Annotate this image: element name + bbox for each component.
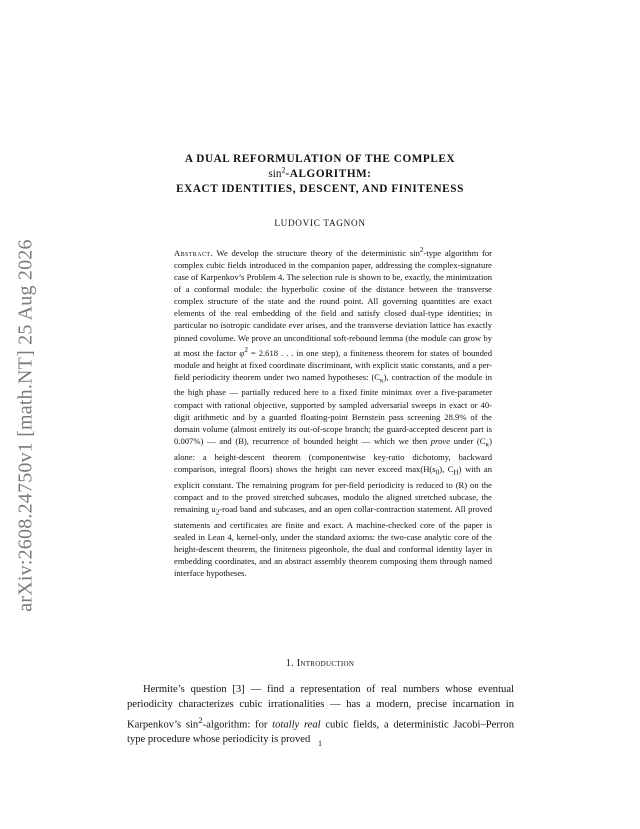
abstract-sup-1: 2 [419,246,424,254]
abstract-text-6: ) alone: a height-descent theorem (componentwise key-ratio dichotomy, backward comparison, integral floors) shows the height can never exceed max(H(s [174,435,492,474]
abstract-sub-2: κ [485,440,490,449]
intro-text-1: Hermite’s question [3] — find a representation of real numbers whose eventual periodicity characterizes cubic irrationalities — has a modern, precise incarnation in Karpenkov’s sin [127,684,514,731]
abstract-sub-3: 0 [435,468,440,477]
author-name: LUDOVIC TAGNON [274,218,366,228]
intro-italic-totally-real: totally real [272,719,321,731]
abstract-sub-5: 2 [215,508,220,517]
intro-text-2: -algorithm: for [202,719,273,731]
abstract-text-7: ), C [439,463,454,474]
abstract-text-1: We develop the structure theory of the deterministic sin [216,247,420,258]
abstract-sup-2: 2 [244,345,248,354]
abstract-sub-4: H [453,468,459,477]
abstract [174,244,492,579]
abstract-label: Abstract. [174,247,213,258]
arxiv-identifier-text: arXiv:2608.24750v1 [math.NT] 25 Aug 2026 [14,238,37,612]
abstract-sub-1: κ [380,376,384,385]
abstract-text-9: -road band and subcases, and an open collar-contraction statement. All proved statements and certificates are finite and exact. A machine-checked core of the paper is sealed in Lean 4, kernel-only, under the standard axioms: the two-case analytic core of the height-descent theorem, the finiteness pigeonhole, the dual and conformal identity layer in embedding coordinates, and an abstract assembly theorem composing them through named interface hypotheses. [174,503,493,578]
title-line-1: A DUAL REFORMULATION OF THE COMPLEX [184,153,456,165]
title-algorithm-text: -ALGORITHM: [285,168,372,180]
abstract-italic-prove: prove [430,435,451,446]
intro-sup: 2 [198,714,203,725]
abstract-text-8: ) with an explicit constant. The remaining program for per-field periodicity is reduced to (R) on the compact and to the proved stretched subcases, modulo the aligned stretched subcase, the remaining u [174,463,492,514]
abstract-text-4: ), contraction of the module in the high phase — partially reduced here to a fixed finite minimax over a five-parameter compact with rational objective, supported by sampled adversarial sweeps in exact or 40-digit arithmetic and by a guarded floating-point Bernstein pass screening 28.9% of the domain volume (almost entirely its out-of-scope branch; the guard-accepted descent part is 0.007%) — and (B), recurrence of bounded height — which we then [174,371,492,446]
abstract-text-2: -type algorithm for complex cubic fields introduced in the companion paper, addressing the complex-signature case of Karpenkov’s Problem 4. The selection rule is shown to be, exactly, the minimization of a conformal module: the hyperbolic cosine of the distance between the transverse complex structure of the state and the round point. All governing quantities are exact elements of the real embedding of the field and satisfy closed dual-type identities; in particular no isotropic candidate ever arises, and the transverse deviation lattice has exactly pinned covolume. We prove an unconditional soft-rebound lemma (the module can grow by at most the factor φ [174,247,492,358]
title-line-3: EXACT IDENTITIES, DESCENT, AND FINITENESS [176,183,464,195]
intro-text-3: cubic fields, a deterministic Jacobi–Perron type procedure whose periodicity is proved [127,719,515,746]
section-number: 1. [285,658,294,669]
abstract-text-3: = 2.618 . . . in one step), a finiteness theorem for states of bounded module and height at fixed coordinate discriminant, with explicit static constants, and a per-field periodicity theorem under two named hypotheses: (C [174,347,492,382]
section-heading-introduction [120,658,520,669]
abstract-text-5: under (C [450,435,486,446]
paper-title [120,152,520,197]
title-superscript: 2 [281,165,286,175]
section-title: Introduction [296,658,355,669]
arxiv-identifier-stamp [6,190,46,660]
page-number: 1 [318,739,322,748]
title-sin-text: sin [268,168,282,180]
title-line-2 [120,167,520,182]
